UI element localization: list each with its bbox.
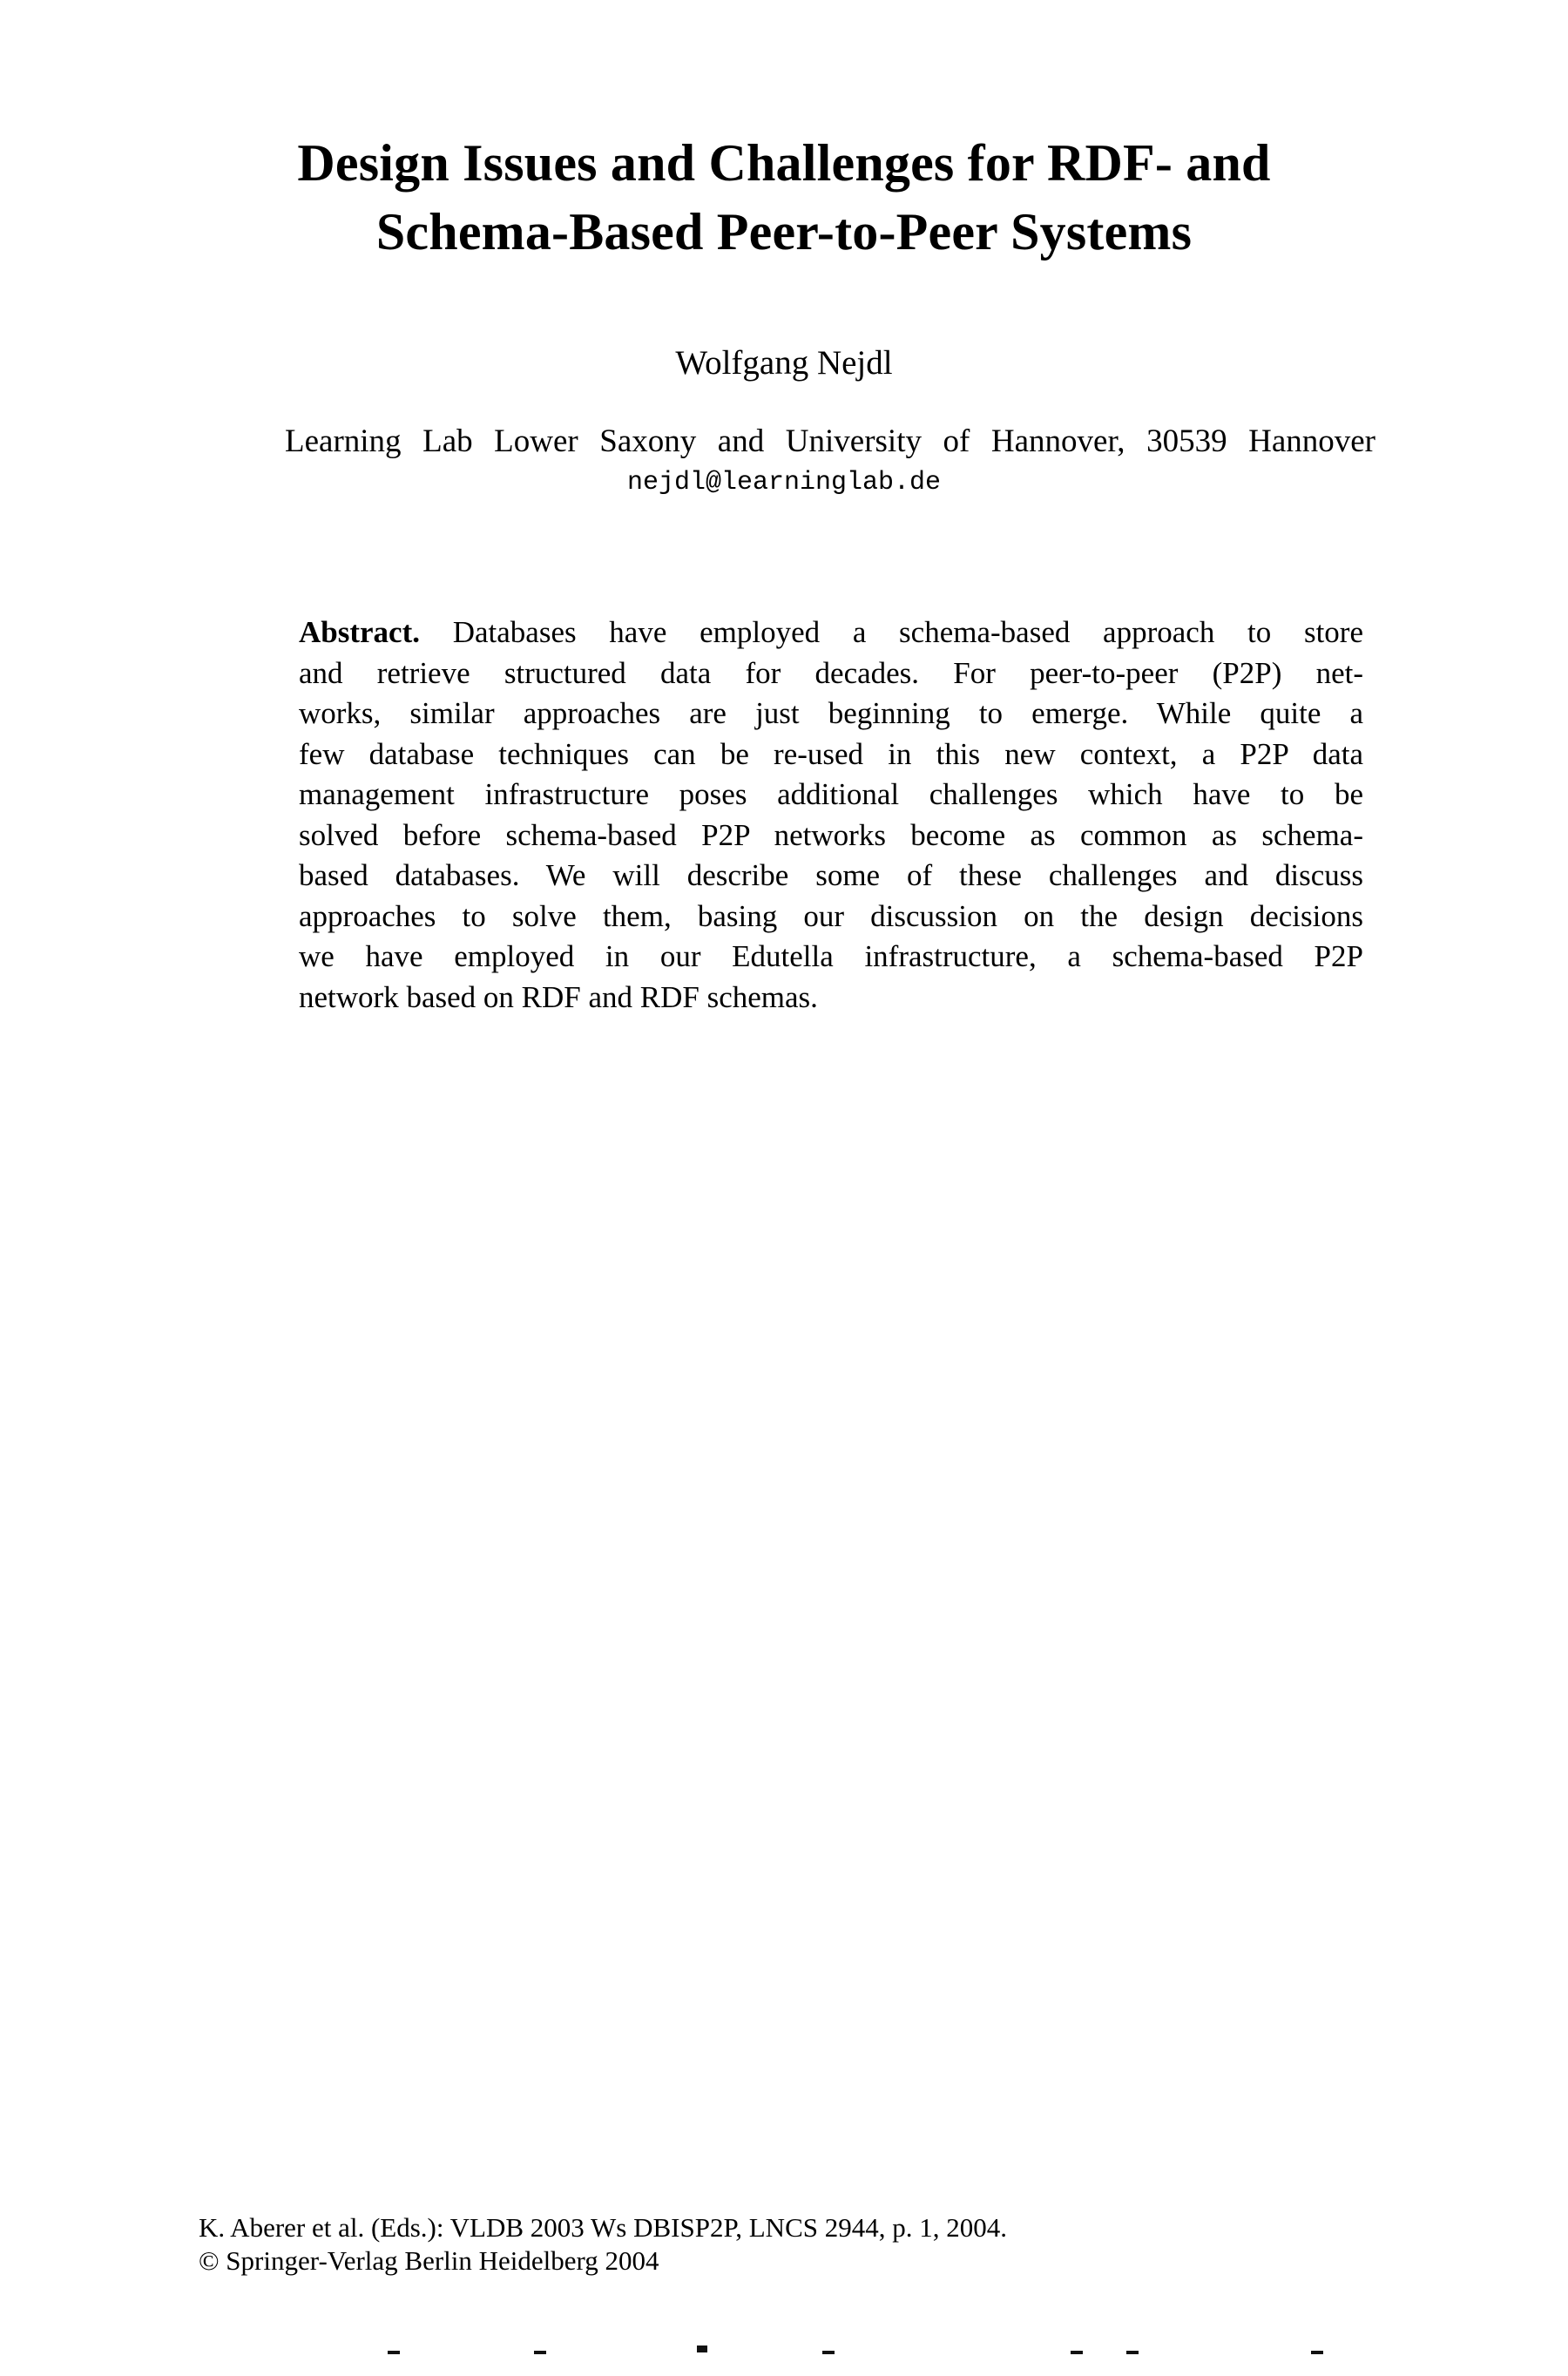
author-email: nejdl@learninglab.de [626,468,942,498]
scan-mark [1311,2351,1323,2354]
scan-mark [1071,2351,1083,2354]
abstract-line: based databases. We will describe some of these challenges and discuss [299,858,1363,892]
citation-line: K. Aberer et al. (Eds.): VLDB 2003 Ws DBISP2P, LNCS 2944, p. 1, 2004. [199,2212,1007,2243]
abstract-label: Abstract. [299,615,420,649]
scan-mark [388,2351,400,2354]
paper-title-line-2: Schema-Based Peer-to-Peer Systems [375,203,1193,261]
abstract-line: management infrastructure poses additional challenges which have to be [299,777,1363,811]
paper-title [0,129,1568,267]
abstract-line: and retrieve structured data for decades. For peer-to-peer (P2P) net- [299,655,1363,690]
author-name: Wolfgang Nejdl [675,344,893,382]
publication-footer [199,2211,1418,2278]
copyright-line: © Springer-Verlag Berlin Heidelberg 2004 [199,2245,659,2276]
scan-mark [1126,2351,1139,2354]
scan-mark [697,2346,707,2352]
scan-artifact-marks [0,2344,1568,2370]
abstract-line: works, similar approaches are just beginning to emerge. While quite a [299,696,1363,730]
abstract-line: we have employed in our Edutella infrastructure, a schema-based P2P [299,939,1363,973]
abstract-line: solved before schema-based P2P networks become as common as schema- [299,817,1363,852]
abstract-line: approaches to solve them, basing our discussion on the design decisions [299,898,1363,933]
abstract-text: Databases have employed a schema-based approach to store [452,615,1363,649]
scan-mark [822,2351,835,2354]
abstract [299,613,1363,1018]
abstract-line [299,613,1363,653]
abstract-line: few database techniques can be re-used in this new context, a P2P data [299,736,1363,771]
author-affiliation: Learning Lab Lower Saxony and University of Hannover, 30539 Hannover [285,423,1375,459]
paper-title-line-1: Design Issues and Challenges for RDF- and [297,134,1271,192]
abstract-line: network based on RDF and RDF schemas. [299,979,818,1014]
scan-mark [534,2351,546,2354]
